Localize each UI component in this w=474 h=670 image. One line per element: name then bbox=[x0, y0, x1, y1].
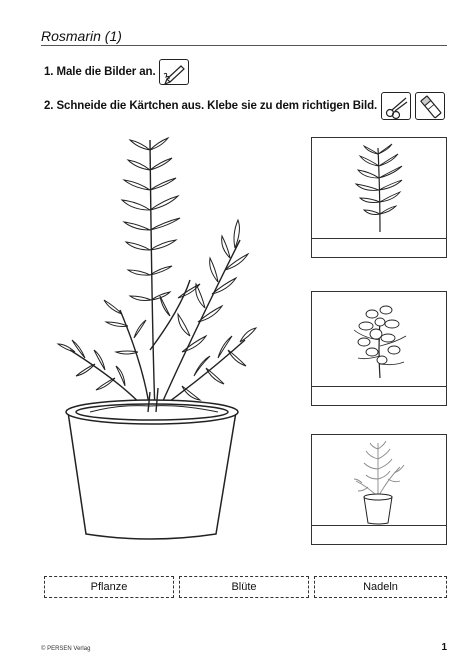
blossom-illustration bbox=[350, 300, 410, 380]
word-card-bluete[interactable]: Blüte bbox=[179, 576, 309, 598]
sprig-illustration bbox=[350, 144, 410, 234]
rosemary-plant-illustration bbox=[50, 130, 260, 540]
word-card-nadeln[interactable]: Nadeln bbox=[314, 576, 447, 598]
instruction-2: 2. Schneide die Kärtchen aus. Klebe sie zu dem richtigen Bild. bbox=[44, 100, 378, 112]
copyright-notice: © PERSEN Verlag bbox=[41, 646, 91, 652]
page-title: Rosmarin (1) bbox=[41, 28, 122, 44]
word-card-pflanze[interactable]: Pflanze bbox=[44, 576, 174, 598]
title-divider bbox=[41, 45, 447, 46]
small-potted-plant-illustration bbox=[348, 439, 408, 527]
potted-plant-label-slot bbox=[312, 525, 446, 544]
glue-stick-icon bbox=[415, 92, 445, 120]
page-number: 1 bbox=[441, 642, 447, 653]
scissors-icon bbox=[381, 92, 411, 120]
blossom-label-slot bbox=[312, 386, 446, 405]
pencil-icon bbox=[159, 59, 189, 85]
blossom-card bbox=[311, 291, 447, 406]
sprig-card bbox=[311, 137, 447, 258]
sprig-label-slot bbox=[312, 238, 446, 257]
instruction-1: 1. Male die Bilder an. bbox=[44, 66, 156, 78]
potted-plant-card bbox=[311, 434, 447, 545]
